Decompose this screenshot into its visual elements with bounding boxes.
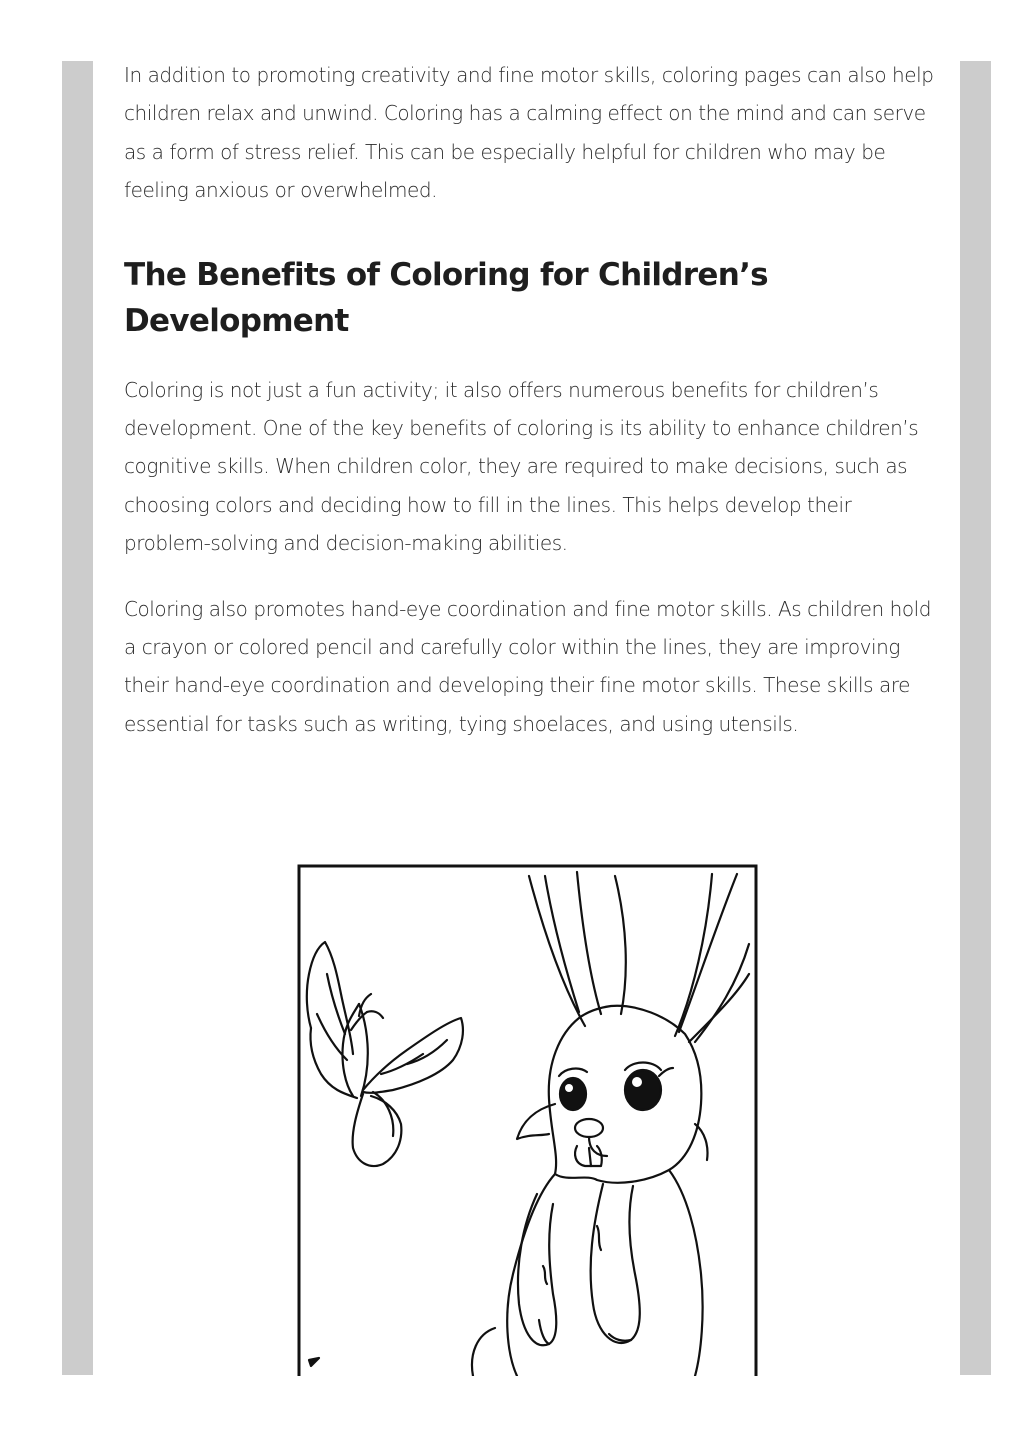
left-gray-bar — [62, 61, 93, 1375]
right-gray-bar — [960, 61, 991, 1375]
paragraph-cognitive-skills: Coloring is not just a fun activity; it also offers numerous benefits for children’s development. One of the key benefits of coloring is its ability to enhance children’s cognitive skills. When children color, they are required to make decisions, such as choosing colors and deciding how to fill in the lines. This helps develop their problem-solving and decision-making abilities. — [124, 377, 919, 556]
article-content — [124, 56, 934, 743]
intro-paragraph: In addition to promoting creativity and fine motor skills, coloring pages can also help children relax and unwind. Coloring has a calming effect on the mind and can serve as a form of stress relief. This can be especially helpful for children who may be feeling anxious or overwhelmed. — [124, 63, 934, 203]
section-heading: The Benefits of Coloring for Children’s Development — [124, 256, 768, 339]
coloring-page-image — [297, 864, 758, 1376]
paragraph-motor-skills: Coloring also promotes hand-eye coordination and fine motor skills. As children hold a crayon or colored pencil and carefully color within the lines, they are improving their hand-eye coordination and developing their fine motor skills. These skills are essential for tasks such as writing, tying shoelaces, and using utensils. — [124, 596, 932, 736]
bunny-butterfly-illustration — [297, 864, 758, 1376]
